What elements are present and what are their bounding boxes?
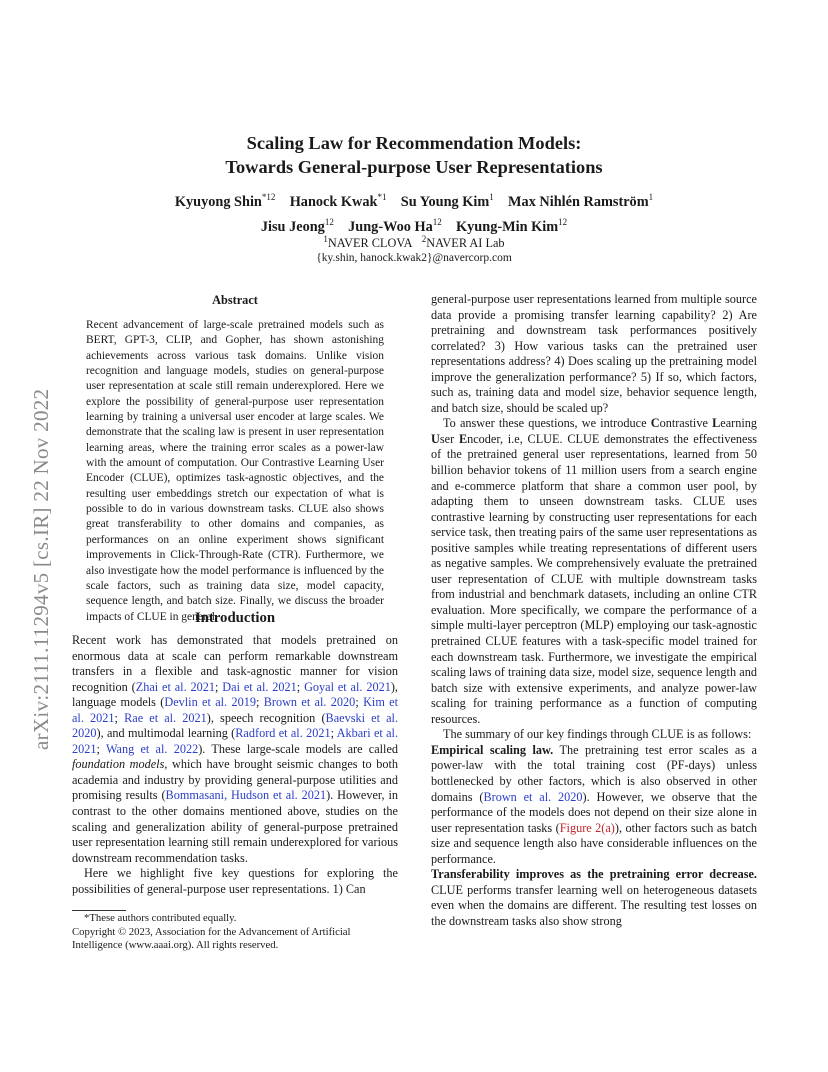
bold-text: Transferability improves as the pretraining error decrease. xyxy=(431,867,757,882)
author-name: Jisu Jeong xyxy=(260,218,325,235)
text-run: ; xyxy=(215,679,223,694)
author-name: Jung-Woo Ha xyxy=(348,218,433,235)
text-run: , which have brought seismic changes to both academia and industry by providing general-purpose utilities and promising results ( xyxy=(72,757,398,803)
citation-link[interactable]: Akbari et al. 2021 xyxy=(72,726,399,756)
author-email[interactable]: {ky.shin, hanock.kwak2}@navercorp.com xyxy=(316,252,512,264)
author-sup: 1 xyxy=(648,192,654,202)
text-run: ; xyxy=(114,710,125,725)
affiliation-sup: 1 xyxy=(323,234,328,244)
citation-link[interactable]: Dai et al. 2021 xyxy=(222,679,297,694)
text-run: ), speech recognition ( xyxy=(206,710,326,725)
bold-text: Empirical scaling law. xyxy=(431,742,554,757)
citation-link[interactable]: Brown et al. 2020 xyxy=(483,789,583,804)
footnote-rule xyxy=(72,910,126,911)
author-line-1 xyxy=(0,187,828,212)
citation-link[interactable]: Zhai et al. 2021 xyxy=(135,679,216,694)
figure-link[interactable]: Figure 2(a) xyxy=(559,820,615,835)
footnote-equal-contribution: *These authors contributed equally. xyxy=(84,912,237,924)
affiliations xyxy=(0,231,828,252)
author-sup: *1 xyxy=(377,192,387,202)
citation-link[interactable]: Wang et al. 2022 xyxy=(105,741,199,756)
text-run: ; xyxy=(330,726,337,741)
text-run: To answer these questions, we introduce xyxy=(443,416,651,431)
title-line-2: Towards General-purpose User Representations xyxy=(225,157,603,177)
introduction-heading: Introduction xyxy=(194,610,276,626)
text-run: ). These large-scale models are called xyxy=(198,741,399,756)
text-run: ), language models ( xyxy=(72,679,398,710)
text-run: ontrastive xyxy=(659,416,713,431)
right-paragraph-3: The summary of our key findings through CLUE is as follows: xyxy=(443,727,752,742)
citation-link[interactable]: Goyal et al. 2021 xyxy=(304,679,391,694)
author-name: Kyuyong Shin xyxy=(174,193,262,210)
bold-text: C xyxy=(650,416,660,431)
bold-text: L xyxy=(712,416,721,431)
author-name: Kyung-Min Kim xyxy=(456,218,559,235)
citation-link[interactable]: Kim et al. 2021 xyxy=(72,695,399,725)
affiliation-sup: 2 xyxy=(421,234,427,244)
author-sup: *12 xyxy=(261,192,276,202)
bold-text: U xyxy=(431,431,440,446)
text-run: ser xyxy=(439,431,459,446)
finding-scaling-law xyxy=(431,743,757,867)
right-paragraph-1: general-purpose user representations learned from multiple source data provide a promising transfer learning capability? 2) Are pretraining and downstream task performances positively correlated? 3) How various tasks can the pretrained user representations address? 4) Does scaling up the pretraining model improve the generalization performance? 5) If so, which factors, such as, training data and model size, behavior sequence length, and batch size, should be scaled up? xyxy=(431,292,757,415)
intro-paragraph-2: Here we highlight five key questions for exploring the possibilities of general-purpose user representations. 1) Can xyxy=(72,866,398,896)
bold-text: E xyxy=(458,431,468,446)
abstract-body: Recent advancement of large-scale pretrained models such as BERT, GPT-3, CLIP, and Gopher, has shown astonishing achievements across various task domains. Unlike vision recognition and language models, studies on general-purpose user representation at scale still remain underexplored. Here we explore the possibility of general-purpose user representation learning by training a universal user encoder at large scales. We demonstrate that the scaling law is present in user representation learning areas, where the training error scales as a power-law with the amount of computation. Our Contrastive Learning User Encoder (CLUE), optimizes task-agnostic objectives, and the resulting user embeddings stretch our expectation of what is possible to do in various downstream tasks. CLUE also shows great transferability to other domains and companies, as performances on an online experiment shows significant improvements in Click-Through-Rate (CTR). Furthermore, we also investigate how the model performance is influenced by the scale factors, such as training data size, model capacity, sequence length, and batch size. Finally, we discuss the broader impacts of CLUE in general. xyxy=(86,319,384,623)
left-column-body xyxy=(72,633,398,897)
text-run: ), other factors such as batch size and sequence length also have considerable influences on the performance. xyxy=(431,820,757,866)
title-line-1: Scaling Law for Recommendation Models: xyxy=(246,133,582,153)
text-run: The pretraining test error scales as a power-law with the total training cost (PF-days) unless bottlenecked by other factors, which is also observed in other domains ( xyxy=(431,742,757,804)
paper-title xyxy=(0,131,828,179)
citation-link[interactable]: Brown et al. 2020 xyxy=(263,695,356,710)
text-run: ; xyxy=(296,679,305,694)
affiliation-name: NAVER CLOVA xyxy=(327,236,413,251)
citation-link[interactable]: Bommasani, Hudson et al. 2021 xyxy=(165,788,327,803)
text-run: ; xyxy=(96,741,106,756)
text-run: ), and multimodal learning ( xyxy=(96,726,236,741)
author-list xyxy=(0,187,828,237)
text-run: ). However, in contrast to the other domains mentioned above, studies on the scaling and generalization ability of general-purpose pretrained user representation learning still remain underexplored for various downstream recommendation tasks. xyxy=(72,788,399,865)
author-sup: 12 xyxy=(558,216,568,227)
author-name: Max Nihlén Ramström xyxy=(508,193,649,210)
arxiv-stamp: arXiv:2111.11294v5 [cs.IR] 22 Nov 2022 xyxy=(29,388,53,750)
finding-transferability xyxy=(431,867,757,929)
right-paragraph-2 xyxy=(431,416,757,727)
abstract-heading: Abstract xyxy=(212,293,258,307)
text-run: CLUE performs transfer learning well on heterogeneous datasets even when the domains are different. The resulting test losses on the downstream tasks also show strong xyxy=(431,882,757,928)
author-sup: 12 xyxy=(432,216,442,227)
footnote xyxy=(72,912,398,953)
author-name: Su Young Kim xyxy=(400,193,490,210)
citation-link[interactable]: Devlin et al. 2019 xyxy=(164,695,256,710)
citation-link[interactable]: Baevski et al. 2020 xyxy=(72,710,399,741)
citation-link[interactable]: Rae et al. 2021 xyxy=(124,710,207,725)
author-name: Hanock Kwak xyxy=(289,193,378,210)
text-run: ). However, we observe that the performance of the models does not depend on their size alone in user representation tasks ( xyxy=(431,789,758,835)
author-sup: 1 xyxy=(489,192,494,202)
text-run: Recent work has demonstrated that models pretrained on enormous data at scale can perform remarkable downstream transfers in a flexible and task-agnostic manner for vision recognition ( xyxy=(72,633,398,694)
text-run: ; xyxy=(355,695,364,710)
right-column-body xyxy=(431,292,757,929)
text-run: ; xyxy=(255,695,264,710)
author-sup: 12 xyxy=(324,216,334,227)
text-run: earning xyxy=(720,416,757,431)
citation-link[interactable]: Radford et al. 2021 xyxy=(235,726,331,741)
emphasis-text: foundation models xyxy=(72,757,165,772)
copyright-notice: Copyright © 2023, Association for the Advancement of Artificial Intelligence (www.aaai.org). All rights reserved. xyxy=(72,925,351,952)
intro-paragraph-1 xyxy=(72,633,398,866)
affiliation-name: NAVER AI Lab xyxy=(426,236,505,251)
text-run: ncoder, i.e, CLUE. CLUE demonstrates the effectiveness of the pretrained general user representations, learned from 50 billion behavior tokens of 11 million users from a search engine and e-commerce platform that share a common user pool, by adapting them to unseen downstream tasks. CLUE uses contrastive learning by constructing user representations for each service task, then treating pairs of the same user representations as positive samples while treating representations of different users as negative samples. We comprehensively evaluate the pretrained user representation of CLUE with multiple downstream tasks from industrial and benchmark datasets, including an online CTR evaluation. More specifically, we compare the performance of a simple multi-layer perceptron (MLP) employing our task-agnostic pretrained CLUE features with a task-specific model trained for each downstream task. Furthermore, we investigate the empirical scaling laws of training data size, model size, sequence length and batch size with extensive experiments, and analyze power-law scaling for training performance as a function of computing resources. xyxy=(431,431,757,726)
